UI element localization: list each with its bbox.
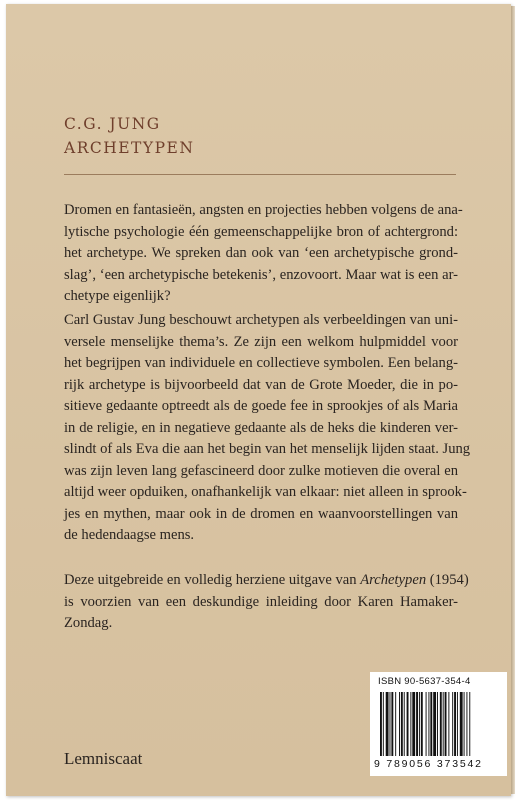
blurb-line: het begrijpen van individuele en collectieve symbolen. Een belang- — [64, 355, 458, 371]
blurb-line: Dromen en fantasieën, angsten en projecties hebben volgens de ana- — [64, 202, 463, 218]
blurb-line: Zondag. — [64, 615, 113, 631]
blurb-line: was zijn leven lang gefascineerd door zulke motieven die overal en — [64, 462, 458, 479]
barcode-bar — [430, 692, 432, 756]
barcode-bar — [460, 692, 463, 756]
barcode-bar — [390, 692, 391, 756]
book-title: ARCHETYPEN — [64, 139, 195, 157]
blurb-line: altijd weer opduiken, onafhankelijk van elkaar: niet alleen in sprook- — [64, 484, 467, 500]
barcode-bar — [454, 692, 456, 756]
blurb-paragraph-2 — [64, 310, 471, 547]
blurb-line: slag’, ‘een archetypische betekenis’, enzovoort. Maar wat is een ar- — [64, 266, 458, 283]
blurb-line: in de religie, en in negatieve gedaante als de heks die kinderen ver- — [64, 419, 458, 436]
blurb-text: (1954) — [426, 572, 469, 588]
barcode-bar — [443, 692, 444, 756]
barcode-bar — [386, 692, 389, 756]
barcode-bar — [410, 692, 411, 756]
barcode-bar — [433, 692, 436, 756]
barcode-bar — [440, 692, 442, 756]
barcode-bar — [419, 692, 420, 756]
barcode-bar — [399, 692, 400, 756]
isbn-barcode — [370, 672, 507, 776]
book-back-cover — [6, 4, 511, 796]
barcode-bar — [464, 692, 465, 756]
blurb-line: chetype eigenlijk? — [64, 288, 171, 304]
barcode-bar — [401, 692, 403, 756]
barcode-bar — [383, 692, 384, 756]
barcode-bar — [380, 692, 382, 756]
barcode-bar — [457, 692, 458, 756]
blurb-line: is voorzien van een deskundige inleiding door Karen Hamaker- — [64, 593, 458, 610]
barcode-bar — [421, 692, 423, 756]
barcode-bar — [448, 692, 449, 756]
barcode-bar — [469, 692, 470, 756]
barcode-bar — [466, 692, 467, 756]
barcode-bar — [407, 692, 409, 756]
divider-rule — [64, 174, 456, 175]
blurb-paragraph-1 — [64, 200, 463, 308]
blurb-line: lytische psychologie één gemeenschappelijke bron of achtergrond: — [64, 223, 458, 240]
blurb-line: het archetype. We spreken dan ook van ‘een archetypische grond- — [64, 245, 458, 261]
blurb-line: versele menselijke thema’s. Ze zijn een welkom hulpmiddel voor — [64, 333, 458, 350]
barcode-bar — [395, 692, 396, 756]
barcode-digits: 9 789056 373542 — [374, 758, 483, 770]
blurb-line: Carl Gustav Jung beschouwt archetypen als verbeeldingen van uni- — [64, 312, 458, 328]
blurb-line: slindt of als Eva die aan het begin van het menselijk lijden staat. Jung — [64, 441, 471, 457]
isbn-label: ISBN 90-5637-354-4 — [378, 676, 471, 687]
blurb-line — [64, 570, 469, 592]
blurb-line: de hedendaagse mens. — [64, 527, 195, 543]
book-title-italic: Archetypen — [360, 572, 427, 588]
barcode-bar — [404, 692, 405, 756]
barcode-bar — [445, 692, 447, 756]
barcode-bar — [416, 692, 418, 756]
blurb-line: sitieve gedaante optreedt als de goede fee in sprookjes of als Maria — [64, 398, 458, 414]
author-name: C.G. JUNG — [64, 115, 161, 133]
barcode-bars — [380, 692, 498, 756]
blurb-text: Deze uitgebreide en volledig herziene uitgave van — [64, 572, 361, 588]
barcode-bar — [412, 692, 415, 756]
blurb-paragraph-3 — [64, 570, 469, 635]
barcode-bar — [437, 692, 438, 756]
barcode-bar — [426, 692, 427, 756]
publisher-name: Lemniscaat — [64, 749, 143, 768]
barcode-bar — [428, 692, 429, 756]
barcode-bar — [452, 692, 453, 756]
barcode-bar — [391, 692, 393, 756]
blurb-line: rijk archetype is bijvoorbeeld dat van de Grote Moeder, die in po- — [64, 376, 458, 393]
blurb-line: jes en mythen, maar ook in de dromen en waanvoorstellingen van — [64, 505, 458, 522]
